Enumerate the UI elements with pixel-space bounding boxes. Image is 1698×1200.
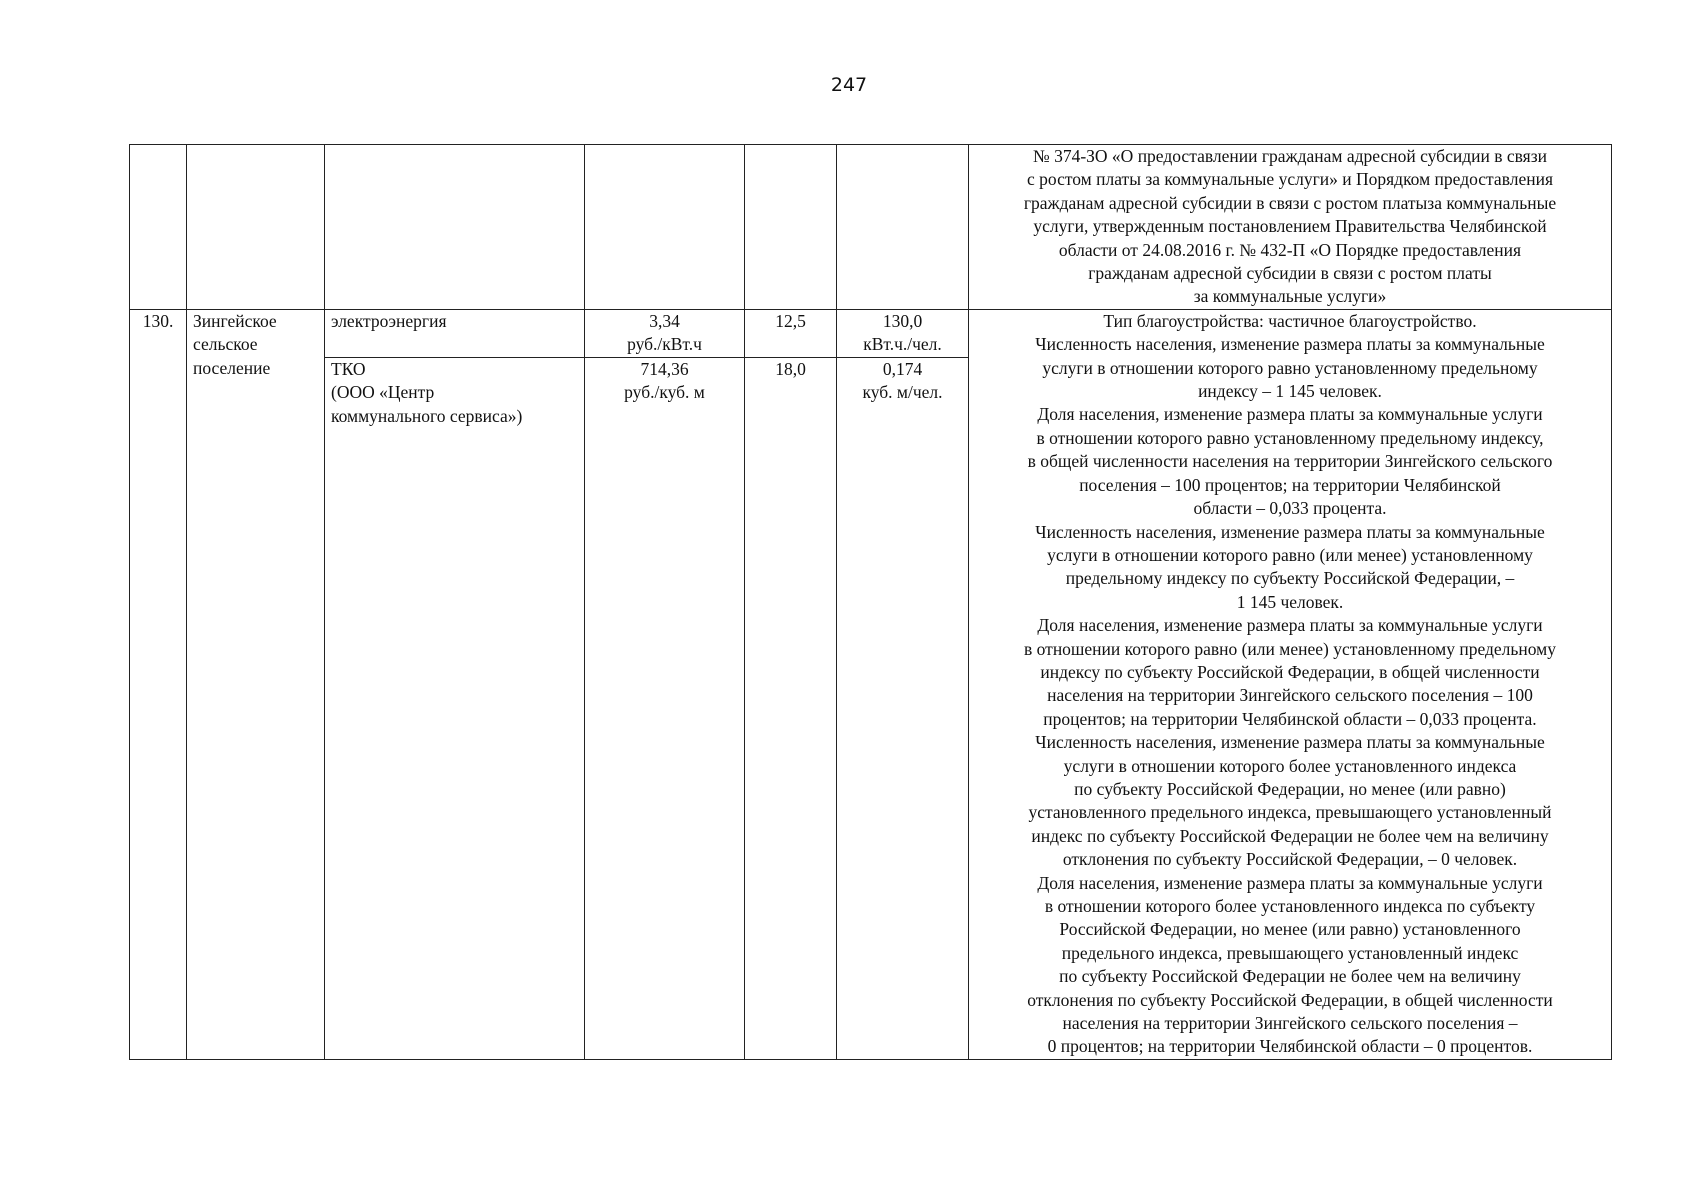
cont-cell-norm [837,145,969,310]
text-line: индексу – 1 145 человек. [1198,381,1382,402]
text-line: отклонения по субъекту Российской Федерации, в общей численности [1027,989,1553,1010]
text-line: Доля населения, изменение размера платы за коммунальные услуги [1037,404,1543,425]
text-line: сельское [193,334,258,355]
continuation-text-cell [969,145,1612,310]
description-text [975,310,1605,1059]
norm-value [843,358,962,405]
text-line: Зингейское [193,310,277,331]
description-cell [969,309,1612,1059]
text-line: Российской Федерации, но менее (или равно) установленного [1059,919,1521,940]
text-line: 0,174 [882,358,923,379]
norm-cell [837,357,969,1059]
cont-cell-municipality [187,145,325,310]
text-line: индекс по субъекту Российской Федерации не более чем на величину [1031,825,1549,846]
text-line: куб. м/чел. [862,382,943,403]
tariff-table [129,144,1612,1060]
municipality-name [193,310,318,380]
text-line: поселение [193,357,271,378]
tariff-value [591,358,738,405]
text-line: гражданам адресной субсидии в связи с ростом платы [1088,263,1492,284]
tariff-value [591,310,738,357]
text-line: (ООО «Центр [331,382,435,403]
table-row [130,309,1612,357]
text-line: электроэнергия [331,310,447,331]
text-line: в отношении которого равно установленному предельному индексу, [1036,427,1544,448]
text-line: 3,34 [649,310,680,331]
tariff-cell [585,357,745,1059]
text-line: услуги в отношении которого равно установленному предельному [1042,357,1538,378]
text-line: Доля населения, изменение размера платы за коммунальные услуги [1037,872,1543,893]
cont-cell-index [745,145,837,310]
text-line: руб./кВт.ч [627,334,702,355]
text-line: по субъекту Российской Федерации не более чем на величину [1059,966,1521,987]
text-line: в общей численности населения на территории Зингейского сельского [1027,451,1553,472]
text-line: с ростом платы за коммунальные услуги» и Порядком предоставления [1027,169,1553,190]
row-number: 130. [130,309,187,1059]
text-line: гражданам адресной субсидии в связи с ростом платыза коммунальные [1023,192,1557,213]
text-line: процентов; на территории Челябинской области – 0,033 процента. [1043,708,1537,729]
text-line: предельного индекса, превышающего установленный индекс [1061,942,1519,963]
text-line: № 374-ЗО «О предоставлении гражданам адресной субсидии в связи [1033,146,1547,166]
text-line: области – 0,033 процента. [1193,498,1387,519]
text-line: 714,36 [640,358,689,379]
text-line: по субъекту Российской Федерации, но менее (или равно) [1074,778,1506,799]
text-line: Численность населения, изменение размера платы за коммунальные [1035,732,1545,753]
municipality-cell [187,309,325,1059]
text-line: предельному индексу по субъекту Российской Федерации, – [1065,568,1515,589]
text-line: Численность населения, изменение размера платы за коммунальные [1035,521,1545,542]
text-line: населения на территории Зингейского сельского поселения – 100 [1047,685,1533,706]
text-line: услуги в отношении которого более установленного индекса [1063,755,1517,776]
service-name-cell [325,309,585,357]
continuation-text [975,145,1605,309]
text-line: отклонения по субъекту Российской Федерации, – 0 человек. [1062,849,1518,870]
text-line: 0 процентов; на территории Челябинской области – 0 процентов. [1047,1036,1533,1057]
tariff-cell [585,309,745,357]
text-line: Доля населения, изменение размера платы за коммунальные услуги [1037,615,1543,636]
text-line: услуги в отношении которого равно (или менее) установленному [1047,544,1533,565]
page-number: 247 [830,74,868,96]
text-line: области от 24.08.2016 г. № 432-П «О Порядке предоставления [1058,239,1522,260]
text-line: населения на территории Зингейского сельского поселения – [1062,1013,1518,1034]
text-line: в отношении которого равно (или менее) установленному предельному [1024,638,1556,659]
index-cell: 18,0 [745,357,837,1059]
service-name [331,358,578,428]
text-line: руб./куб. м [624,382,705,403]
text-line: услуги, утвержденным постановлением Правительства Челябинской [1033,216,1547,237]
service-name-cell [325,357,585,1059]
text-line: поселения – 100 процентов; на территории Челябинской [1079,474,1501,495]
cont-cell-service [325,145,585,310]
text-line: 1 145 человек. [1236,591,1344,612]
norm-value [843,310,962,357]
text-line: Численность населения, изменение размера платы за коммунальные [1035,334,1545,355]
continuation-row [130,145,1612,310]
text-line: ТКО [331,358,366,379]
index-cell: 12,5 [745,309,837,357]
cont-cell-number [130,145,187,310]
text-line: Тип благоустройства: частичное благоустройство. [1103,310,1477,331]
text-line: 130,0 [882,310,923,331]
text-line: в отношении которого более установленного индекса по субъекту [1044,896,1536,916]
norm-cell [837,309,969,357]
service-name [331,310,578,333]
text-line: за коммунальные услуги» [1193,286,1387,307]
text-line: установленного предельного индекса, превышающего установленный [1028,802,1552,823]
text-line: коммунального сервиса») [331,405,523,426]
text-line: кВт.ч./чел. [863,334,942,355]
cont-cell-tariff [585,145,745,310]
text-line: индексу по субъекту Российской Федерации, в общей численности [1040,661,1540,682]
